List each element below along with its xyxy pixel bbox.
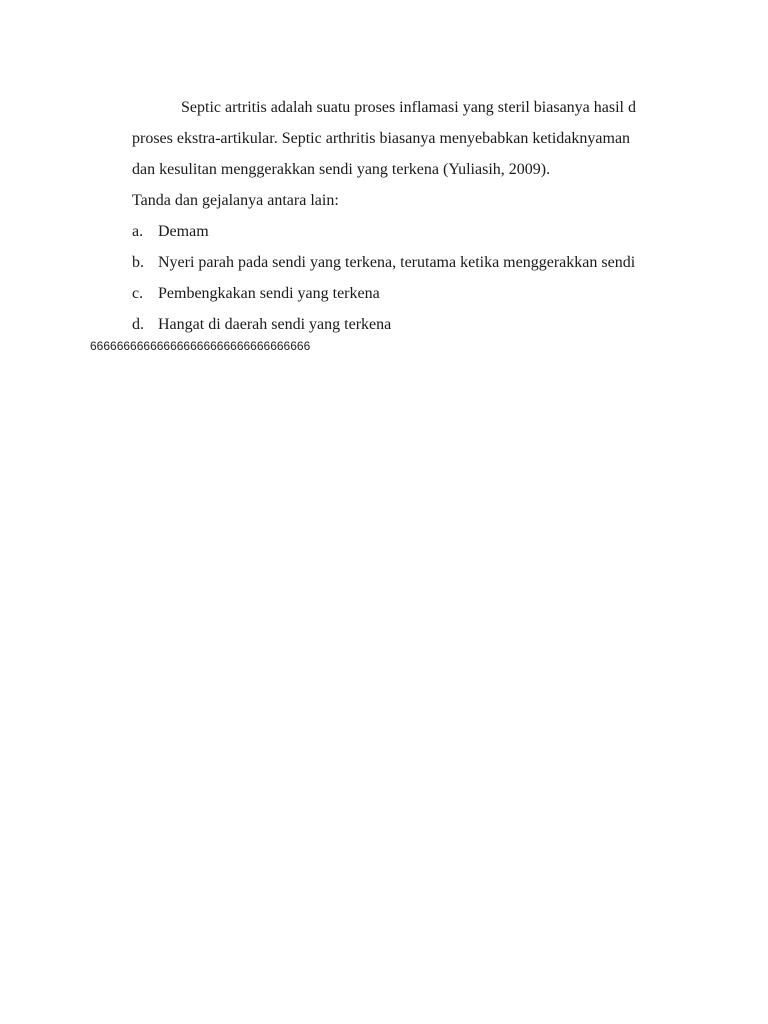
list-item — [132, 278, 679, 309]
list-marker: d. — [132, 316, 144, 333]
list-item — [132, 216, 679, 247]
list-marker: b. — [132, 254, 144, 271]
list-item — [132, 309, 679, 340]
list-item-text: Demam — [158, 223, 209, 240]
paragraph-line-1: Septic artritis adalah suatu proses inflamasi yang steril biasanya hasil d — [181, 99, 636, 116]
list-item — [132, 247, 679, 278]
paragraph-line-2: proses ekstra-artikular. Septic arthritis biasanya menyebabkan ketidaknyaman — [132, 130, 631, 147]
list-item-text: Pembengkakan sendi yang terkena — [158, 285, 380, 302]
list-intro: Tanda dan gejalanya antara lain: — [132, 192, 339, 209]
list-marker: a. — [132, 223, 144, 240]
paragraph-line-3: dan kesulitan menggerakkan sendi yang terkena (Yuliasih, 2009). — [132, 161, 551, 178]
document-body — [132, 92, 679, 340]
list-marker: c. — [132, 285, 144, 302]
list-item-text: Hangat di daerah sendi yang terkena — [158, 316, 392, 333]
list-item-text: Nyeri parah pada sendi yang terkena, terutama ketika menggerakkan sendi — [158, 254, 636, 271]
stray-digits-text: 666666666666666666666666666666666 — [90, 339, 311, 353]
